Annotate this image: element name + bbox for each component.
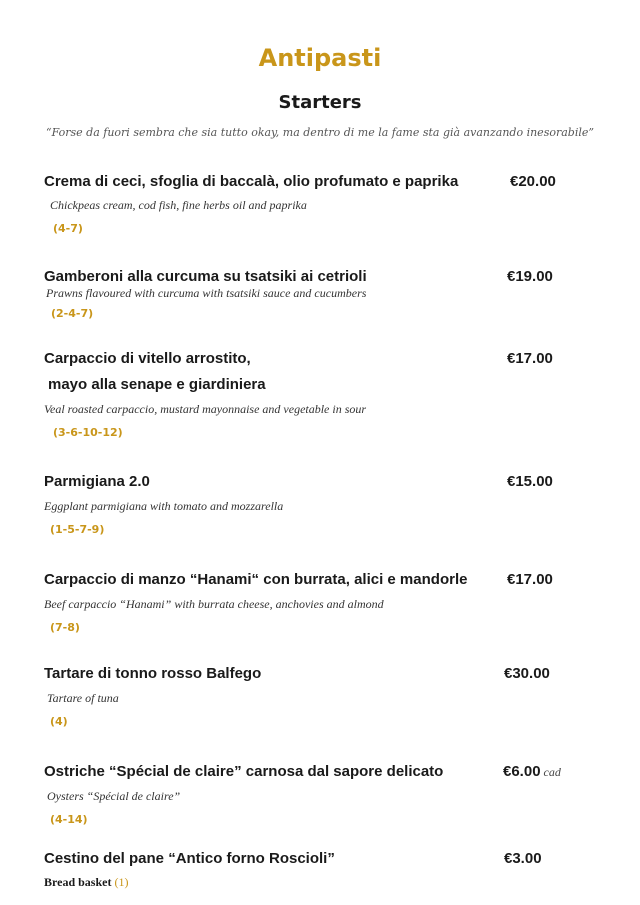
- item-price: €30.00: [504, 665, 550, 682]
- item-description: [44, 875, 128, 890]
- item-allergens: (4-7): [53, 222, 83, 235]
- item-description: Eggplant parmigiana with tomato and mozzarella: [44, 499, 284, 513]
- item-description: Beef carpaccio “Hanami” with burrata cheese, anchovies and almond: [44, 597, 384, 611]
- item-name: Parmigiana 2.0: [44, 473, 150, 490]
- item-name: Ostriche “Spécial de claire” carnosa dal sapore delicato: [44, 763, 444, 780]
- item-price: €19.00: [507, 268, 553, 285]
- item-name-line2: mayo alla senape e giardiniera: [48, 376, 266, 393]
- intro-quote: “Forse da fuori sembra che sia tutto okay, ma dentro di me la fame sta già avanzando inesorabile”: [45, 126, 594, 139]
- item-description: Chickpeas cream, cod fish, fine herbs oil and paprika: [50, 198, 307, 212]
- item-price: €15.00: [507, 473, 553, 490]
- item-price: €17.00: [507, 350, 553, 367]
- item-name: Carpaccio di manzo “Hanami“ con burrata, alici e mandorle: [44, 571, 468, 588]
- item-allergens: (1-5-7-9): [50, 523, 105, 536]
- item-name: Carpaccio di vitello arrostito,: [44, 350, 251, 367]
- item-name: Crema di ceci, sfoglia di baccalà, olio profumato e paprika: [44, 173, 459, 190]
- item-description: Prawns flavoured with curcuma with tsatsiki sauce and cucumbers: [46, 286, 367, 300]
- item-allergens: (3-6-10-12): [53, 426, 123, 439]
- item-description: Veal roasted carpaccio, mustard mayonnaise and vegetable in sour: [44, 402, 367, 416]
- page-subtitle: Starters: [278, 92, 362, 113]
- item-description: Tartare of tuna: [47, 691, 119, 705]
- item-allergens: (1): [114, 875, 129, 889]
- item-name: Tartare di tonno rosso Balfego: [44, 665, 262, 682]
- page-title: Antipasti: [258, 44, 382, 72]
- item-allergens: (4): [50, 715, 68, 728]
- item-allergens: (2-4-7): [51, 307, 94, 320]
- item-price-unit: cad: [543, 765, 561, 779]
- item-description-text: Bread basket: [44, 875, 112, 889]
- item-price: €20.00: [510, 173, 556, 190]
- item-price-value: €6.00: [503, 763, 541, 780]
- item-price: [503, 763, 561, 780]
- item-name: Cestino del pane “Antico forno Roscioli”: [44, 850, 335, 867]
- item-price: €17.00: [507, 571, 553, 588]
- item-description: Oysters “Spécial de claire”: [47, 789, 181, 803]
- item-price: €3.00: [504, 850, 542, 867]
- item-allergens: (7-8): [50, 621, 80, 634]
- item-allergens: (4-14): [50, 813, 88, 826]
- item-name: Gamberoni alla curcuma su tsatsiki ai cetrioli: [44, 268, 367, 285]
